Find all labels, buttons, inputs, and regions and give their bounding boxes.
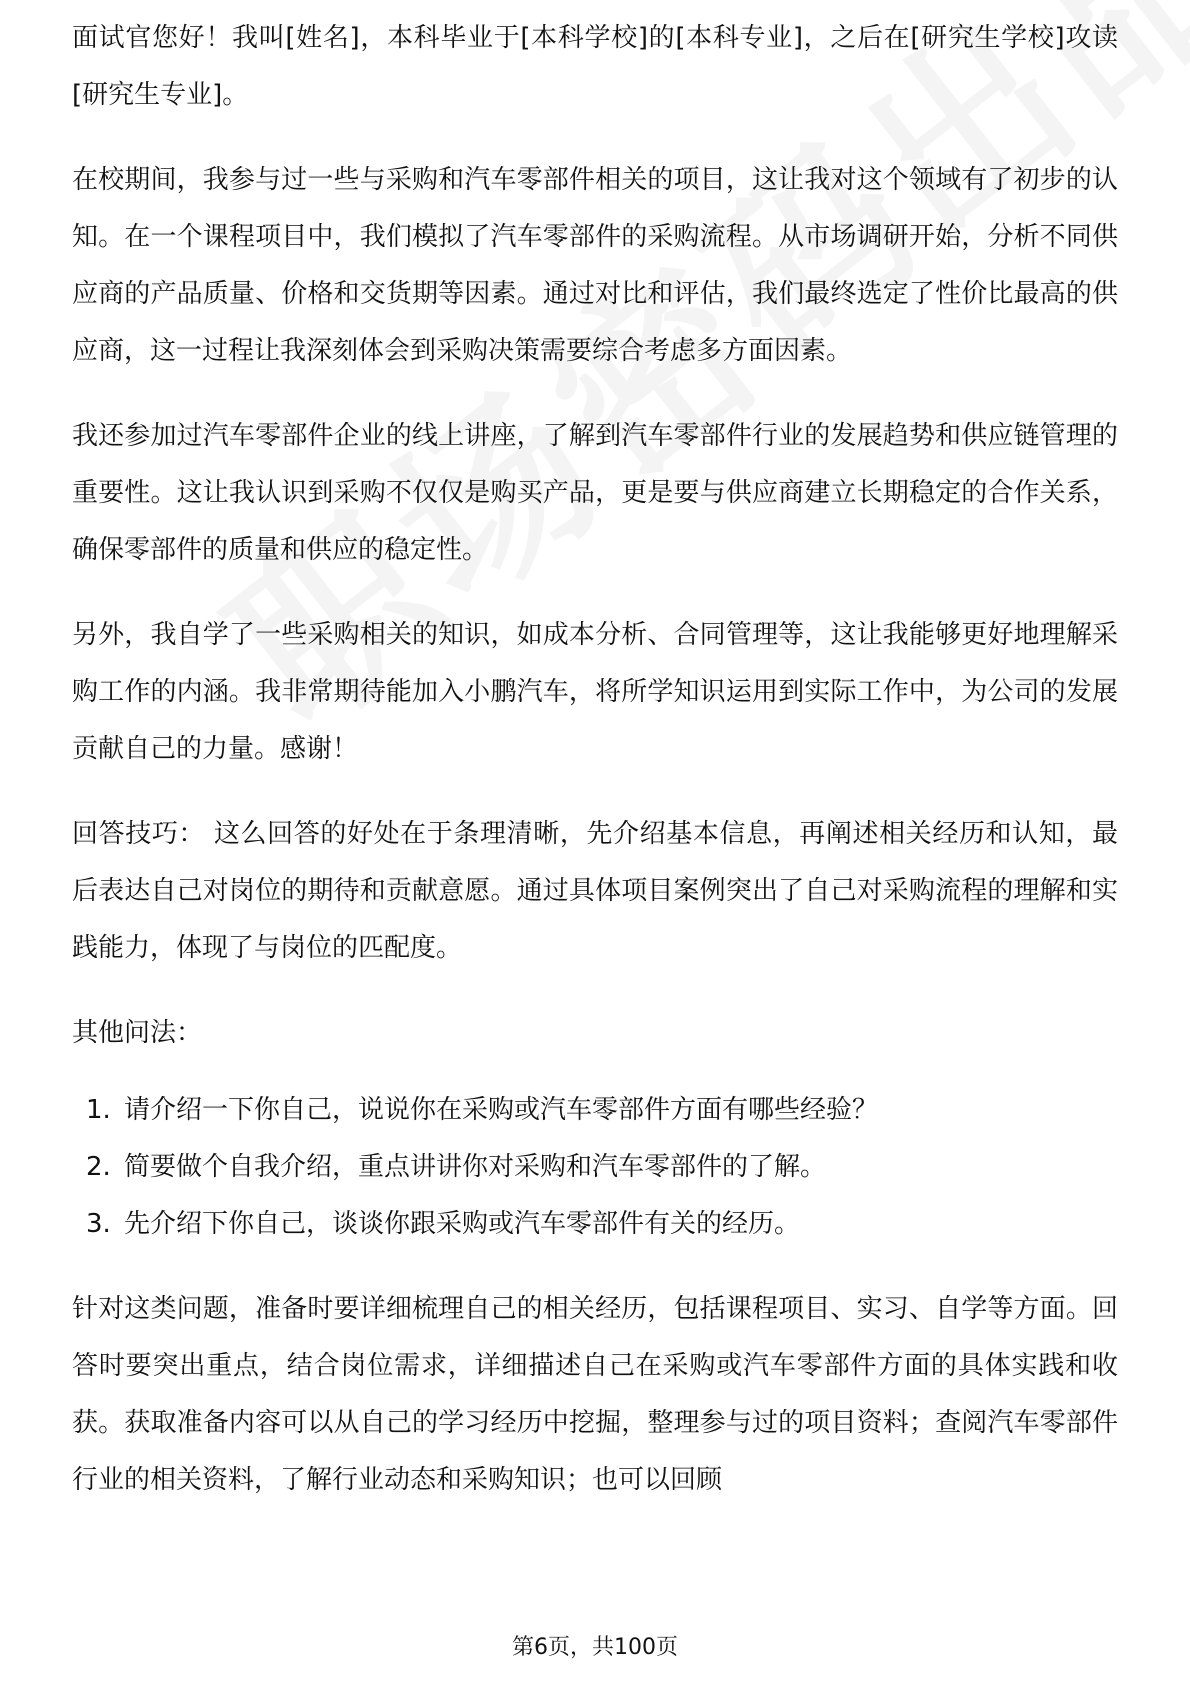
self-study-paragraph: 另外，我自学了一些采购相关的知识，如成本分析、合同管理等，这让我能够更好地理解采购工作的内涵。我非常期待能加入小鹏汽车，将所学知识运用到实际工作中，为公司的发展贡献自己的力量。感谢！	[72, 620, 1118, 764]
list-item-text: 请介绍一下你自己，说说你在采购或汽车零部件方面有哪些经验？	[124, 1095, 879, 1125]
page-number-footer: 第6页，共100页	[512, 1635, 678, 1660]
other-questions-heading: 其他问法：	[72, 1018, 203, 1048]
list-item	[72, 1139, 1118, 1196]
list-item	[72, 1082, 1118, 1139]
experience-paragraph: 在校期间，我参与过一些与采购和汽车零部件相关的项目，这让我对这个领域有了初步的认知。在一个课程项目中，我们模拟了汽车零部件的采购流程。从市场调研开始，分析不同供应商的产品质量、价格和交货期等因素。通过对比和评估，我们最终选定了性价比最高的供应商，这一过程让我深刻体会到采购决策需要综合考虑多方面因素。	[72, 165, 1118, 366]
page-content	[72, 24, 1118, 1509]
answer-tips-paragraph: 回答技巧： 这么回答的好处在于条理清晰，先介绍基本信息，再阐述相关经历和认知，最后表达自己对岗位的期待和贡献意愿。通过具体项目案例突出了自己对采购流程的理解和实践能力，体现了与岗位的匹配度。	[72, 819, 1118, 963]
list-item	[72, 1196, 1118, 1253]
other-questions-list	[72, 1082, 1118, 1253]
list-item-number: 2.	[86, 1152, 111, 1182]
intro-paragraph: 面试官您好！我叫[姓名]，本科毕业于[本科学校]的[本科专业]，之后在[研究生学校]攻读[研究生专业]。	[72, 23, 1118, 110]
list-item-text: 先介绍下你自己，谈谈你跟采购或汽车零部件有关的经历。	[124, 1209, 801, 1239]
list-item-number: 1.	[86, 1095, 111, 1125]
list-item-text: 简要做个自我介绍，重点讲讲你对采购和汽车零部件的了解。	[124, 1152, 827, 1182]
preparation-advice-paragraph: 针对这类问题，准备时要详细梳理自己的相关经历，包括课程项目、实习、自学等方面。回答时要突出重点，结合岗位需求，详细描述自己在采购或汽车零部件方面的具体实践和收获。获取准备内容可以从自己的学习经历中挖掘，整理参与过的项目资料；查阅汽车零部件行业的相关资料，了解行业动态和采购知识；也可以回顾	[72, 1294, 1118, 1495]
lecture-paragraph: 我还参加过汽车零部件企业的线上讲座，了解到汽车零部件行业的发展趋势和供应链管理的重要性。这让我认识到采购不仅仅是购买产品，更是要与供应商建立长期稳定的合作关系，确保零部件的质量和供应的稳定性。	[72, 421, 1118, 565]
list-item-number: 3.	[86, 1209, 111, 1239]
